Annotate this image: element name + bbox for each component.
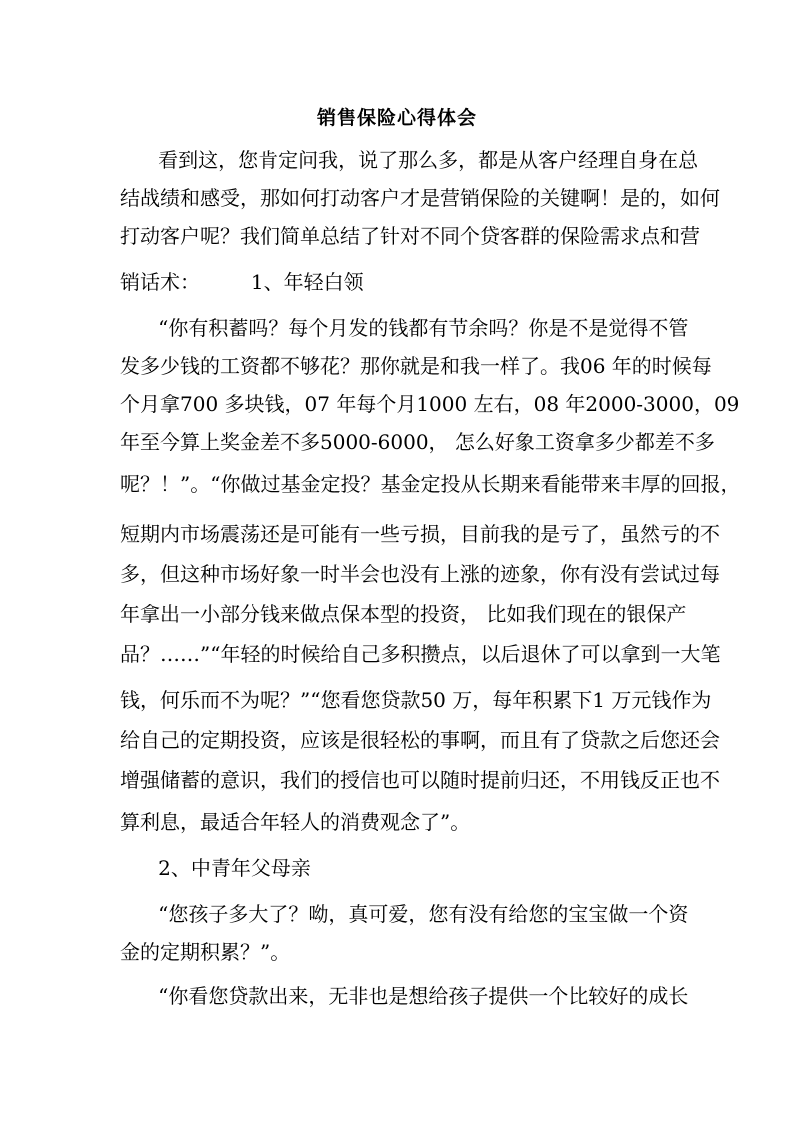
document-title: 销售保险心得体会 bbox=[316, 107, 477, 129]
paragraph-line: 给自己的定期投资，应该是很轻松的事啊，而且有了贷款之后您还会 bbox=[120, 728, 720, 752]
paragraph-line: 发多少钱的工资都不够花？那你就是和我一样了。我06 年的时候每 bbox=[120, 354, 712, 378]
paragraph-line: 销话术： 1、年轻白领 bbox=[120, 270, 364, 294]
paragraph-line: 增强储蓄的意识，我们的授信也可以随时提前归还，不用钱反正也不 bbox=[120, 768, 720, 792]
paragraph-line: 钱，何乐而不为呢？”“您看您贷款50 万，每年积累下1 万元钱作为 bbox=[120, 688, 712, 712]
paragraph-line: “你有积蓄吗？每个月发的钱都有节余吗？你是不是觉得不管 bbox=[120, 316, 689, 340]
paragraph-line: 结战绩和感受，那如何打动客户才是营销保险的关键啊！是的，如何 bbox=[120, 186, 720, 210]
paragraph-line: “您孩子多大了？呦，真可爱，您有没有给您的宝宝做一个资 bbox=[120, 902, 689, 926]
paragraph-line: 个月拿700 多块钱，07 年每个月1000 左右，08 年2000-3000，09 bbox=[120, 392, 740, 416]
paragraph-line: 年拿出一小部分钱来做点保本型的投资， 比如我们现在的银保产 bbox=[120, 602, 687, 626]
paragraph-line: 呢？！”。“你做过基金定投？基金定投从长期来看能带来丰厚的回报， bbox=[120, 472, 741, 496]
paragraph-line: 金的定期积累？”。 bbox=[120, 940, 291, 964]
paragraph-line: 年至今算上奖金差不多5000-6000， 怎么好象工资拿多少都差不多 bbox=[120, 430, 715, 454]
paragraph-line: 看到这，您肯定问我，说了那么多，都是从客户经理自身在总 bbox=[120, 148, 699, 172]
paragraph-line: “你看您贷款出来，无非也是想给孩子提供一个比较好的成长 bbox=[120, 984, 689, 1008]
paragraph-line: 品？……”“年轻的时候给自己多积攒点，以后退休了可以拿到一大笔 bbox=[120, 642, 721, 666]
paragraph-line: 算利息，最适合年轻人的消费观念了”。 bbox=[120, 810, 471, 834]
paragraph-line: 打动客户呢？我们简单总结了针对不同个贷客群的保险需求点和营 bbox=[120, 224, 700, 248]
section-heading: 2、中青年父母亲 bbox=[120, 856, 311, 880]
paragraph-line: 短期内市场震荡还是可能有一些亏损，目前我的是亏了，虽然亏的不 bbox=[120, 522, 720, 546]
paragraph-line: 多，但这种市场好象一时半会也没有上涨的迹象，你有没有尝试过每 bbox=[120, 562, 720, 586]
